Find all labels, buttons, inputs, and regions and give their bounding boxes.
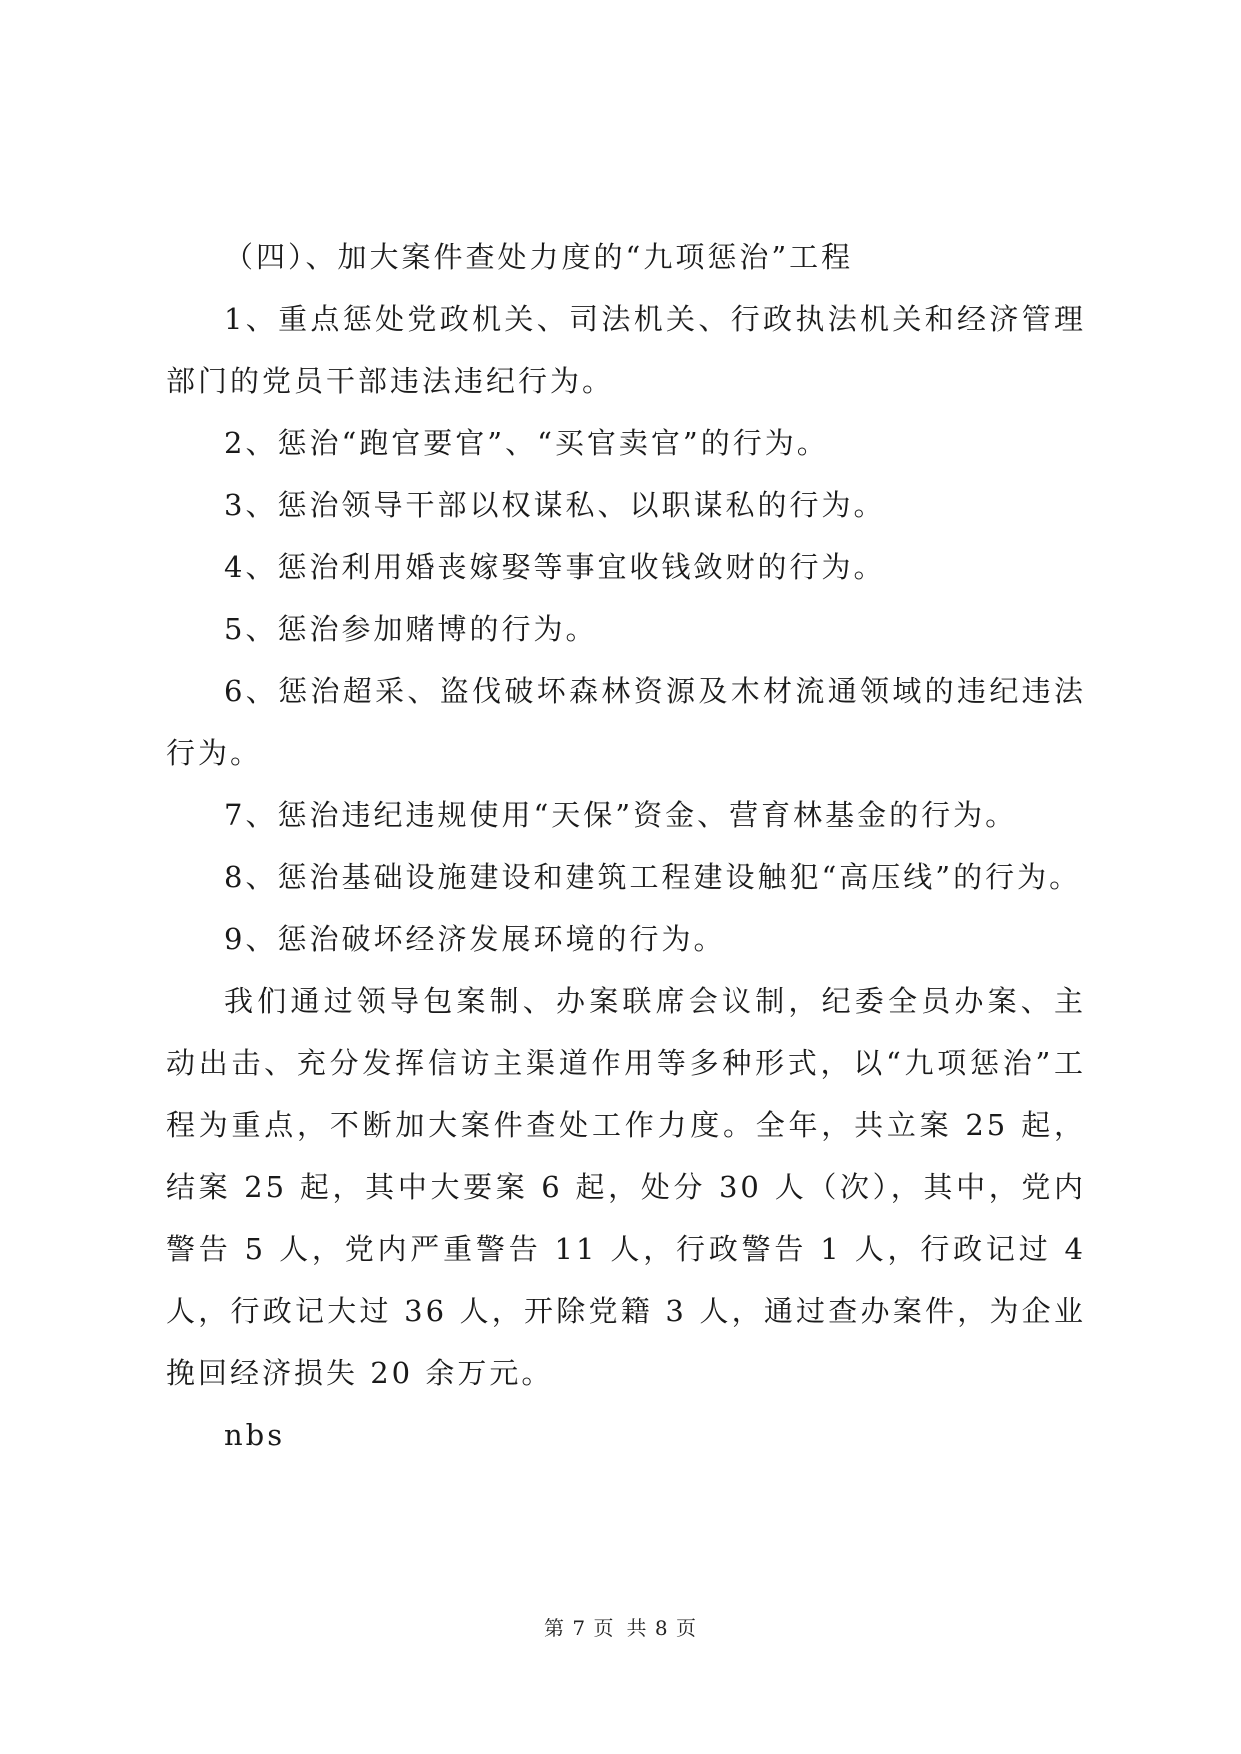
summary-paragraph: 我们通过领导包案制、办案联席会议制，纪委全员办案、主动出击、充分发挥信访主渠道作用等多种形式，以“九项惩治”工程为重点，不断加大案件查处工作力度。全年，共立案 25 起，结案 25 起，其中大要案 6 起，处分 30 人（次），其中，党内警告 5 人，党内严重警告 11 人，行政警告 1 人，行政记过 4 人，行政记大过 36 人，开除党籍 3 人，通过查办案件，为企业挽回经济损失 20 余万元。 bbox=[166, 984, 1086, 1390]
trailing-fragment: nbs bbox=[224, 1418, 286, 1452]
list-item-6: 6、惩治超采、盗伐破坏森林资源及木材流通领域的违纪违法行为。 bbox=[166, 674, 1086, 770]
list-item-8: 8、惩治基础设施建设和建筑工程建设触犯“高压线”的行为。 bbox=[224, 860, 1082, 894]
list-item-7: 7、惩治违纪违规使用“天保”资金、营育林基金的行为。 bbox=[224, 798, 1018, 832]
document-body bbox=[166, 226, 1086, 1466]
page-number-current: 第 7 页 bbox=[544, 1616, 615, 1640]
list-item-2: 2、惩治“跑官要官”、“买官卖官”的行为。 bbox=[224, 426, 829, 460]
list-item-5: 5、惩治参加赌博的行为。 bbox=[224, 612, 598, 646]
list-item-4: 4、惩治利用婚丧嫁娶等事宜收钱敛财的行为。 bbox=[224, 550, 886, 584]
page-number-total: 共 8 页 bbox=[626, 1616, 697, 1640]
section-heading: （四）、加大案件查处力度的“九项惩治”工程 bbox=[224, 240, 854, 274]
page-footer bbox=[0, 1612, 1241, 1641]
list-item-9: 9、惩治破坏经济发展环境的行为。 bbox=[224, 922, 726, 956]
list-item-3: 3、惩治领导干部以权谋私、以职谋私的行为。 bbox=[224, 488, 886, 522]
list-item-1: 1、重点惩处党政机关、司法机关、行政执法机关和经济管理部门的党员干部违法违纪行为。 bbox=[166, 302, 1086, 398]
